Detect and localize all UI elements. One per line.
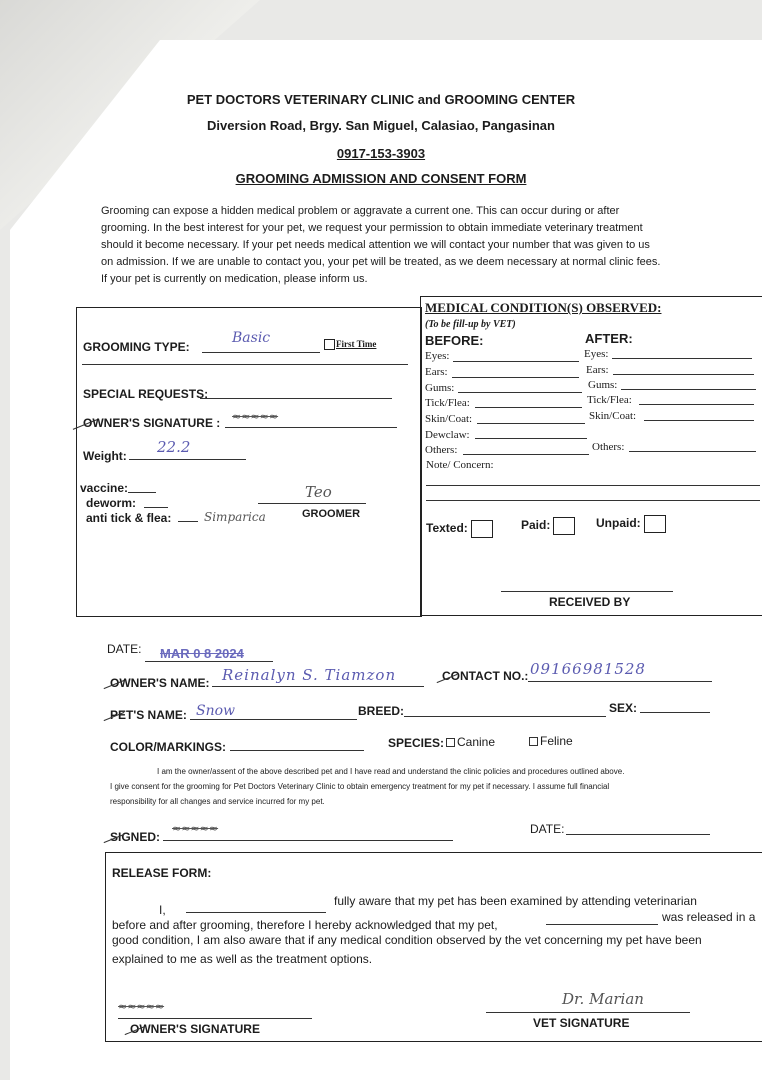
paid-checkbox[interactable] [553,517,575,535]
consent-line-2: I give consent for the grooming for Pet Doctors Veterinary Clinic to obtain emergency treatment for my pet if necessary. I assume full financial [110,782,610,791]
release-owner-signature-line[interactable] [118,1018,312,1019]
dewclaw-line[interactable] [475,438,587,439]
release-line-3: good condition, I am also aware that if any medical condition observed by the vet concerning my pet have been [112,933,702,947]
vet-signature-value: Dr. Marian [562,990,644,1008]
consent-date-line[interactable] [566,834,710,835]
special-requests-line[interactable] [200,398,392,399]
medical-subtitle: (To be fill-up by VET) [425,319,516,330]
clinic-address: Diversion Road, Brgy. San Miguel, Calasiao, Pangasinan [207,118,555,133]
owner-name-value: Reinalyn S. Tiamzon [222,666,397,684]
breed-line[interactable] [404,716,606,717]
received-by-label: RECEIVED BY [549,595,631,609]
unpaid-label [596,515,666,533]
after-skin-label: Skin/Coat: [589,410,637,422]
received-by-line[interactable] [501,591,673,592]
release-i: I, [159,903,166,917]
before-tick-line[interactable] [475,407,582,408]
owner-signature-scribble: ≈≈≈≈≈ [232,410,279,423]
date-label: DATE: [107,642,142,656]
texted-text: Texted: [426,521,468,536]
after-label: AFTER: [585,331,633,346]
consent-date-label: DATE: [530,822,565,836]
before-skin-line[interactable] [477,423,585,424]
intro-line: on admission. If we are unable to contact you, your pet will be treated, as we deem necessary at normal clinic fees. [101,256,661,268]
signed-scribble: ≈≈≈≈≈ [172,822,219,835]
vet-signature-line[interactable] [486,1012,690,1013]
groomer-label: GROOMER [302,508,361,520]
intro-line: If your pet is currently on medication, please inform us. [101,273,368,285]
pet-name-label: PET'S NAME: [110,708,187,722]
vaccine-label: vaccine: [80,481,129,495]
owner-signature-line[interactable] [225,427,397,428]
date-stamp: MAR 0 8 2024 [160,646,244,661]
release-line-2-tail: was released in a [662,910,756,924]
after-others-label: Others: [592,441,625,453]
grooming-type-value: Basic [232,330,271,346]
weight-label: Weight: [83,449,127,463]
canine-checkbox[interactable] [446,738,455,747]
pet-name-value: Snow [196,703,236,719]
groomer-value: Teo [305,483,332,501]
medical-title: MEDICAL CONDITION(S) OBSERVED: [425,300,662,315]
release-box [105,852,762,1042]
note-label: Note/ Concern: [426,459,494,471]
after-skin-line[interactable] [644,420,754,421]
before-others-line[interactable] [463,454,589,455]
intro-line: Grooming can expose a hidden medical problem or aggravate a current one. This can occur during or after [101,205,620,217]
date-line[interactable] [145,661,273,662]
after-gums-line[interactable] [621,389,756,390]
release-owner-scribble: ≈≈≈≈≈ [118,1000,165,1013]
after-eyes-label: Eyes: [584,348,609,360]
after-ears-line[interactable] [613,374,754,375]
release-line-2: before and after grooming, therefore I hereby acknowledged that my pet, [112,918,498,932]
grooming-type-line[interactable] [202,352,320,353]
contact-label: CONTACT NO.: [442,669,529,683]
species-label: SPECIES: [388,736,445,750]
contact-value: 09166981528 [530,660,646,678]
before-skin-label: Skin/Coat: [425,413,473,425]
grooming-type-extra-line [82,364,408,365]
anti-tick-line[interactable] [178,521,198,522]
anti-tick-value: Simparica [204,510,266,524]
special-requests-label: SPECIAL REQUESTS: [83,387,209,401]
signed-label: SIGNED: [110,830,161,844]
sex-label: SEX: [609,701,638,715]
owner-name-line[interactable] [212,686,424,687]
vet-signature-label: VET SIGNATURE [533,1016,630,1030]
feline-label: Feline [540,734,573,748]
release-owner-signature-label: OWNER'S SIGNATURE [130,1022,260,1036]
before-ears-line[interactable] [452,377,579,378]
owner-name-label: OWNER'S NAME: [110,676,210,690]
clinic-phone: 0917-153-3903 [336,146,426,161]
release-pet-line[interactable] [546,924,658,925]
contact-line[interactable] [528,681,712,682]
intro-line: grooming. In the best interest for your pet, we request your permission to obtain immediate veterinary treatment [101,222,643,234]
after-eyes-line[interactable] [612,358,752,359]
before-tick-label: Tick/Flea: [425,397,470,409]
grooming-type-label: GROOMING TYPE: [83,340,190,354]
signed-line[interactable] [163,840,453,841]
release-name-line[interactable] [186,912,326,913]
release-title: RELEASE FORM: [112,866,212,880]
form-title: GROOMING ADMISSION AND CONSENT FORM [235,171,527,186]
release-line-1: fully aware that my pet has been examined by attending veterinarian [334,894,697,908]
deworm-label: deworm: [86,496,137,510]
before-gums-line[interactable] [458,392,582,393]
first-time-checkbox[interactable] [324,339,335,350]
texted-checkbox[interactable] [471,520,493,538]
feline-checkbox[interactable] [529,737,538,746]
dewclaw-label: Dewclaw: [425,429,470,441]
before-eyes-line[interactable] [453,361,579,362]
groomer-line[interactable] [258,503,366,504]
consent-line-3: responsibility for all changes and service incurred for my pet. [110,797,325,806]
intro-line: should it become necessary. If your pet needs medical attention we will contact your number that was given to us [101,239,650,251]
breed-label: BREED: [358,704,405,718]
unpaid-text: Unpaid: [596,516,641,531]
release-line-4: explained to me as well as the treatment options. [112,952,373,966]
after-gums-label: Gums: [588,379,618,391]
note-line-1[interactable] [426,485,760,486]
before-eyes-label: Eyes: [425,350,450,362]
sex-line[interactable] [640,712,710,713]
before-gums-label: Gums: [425,382,455,394]
color-markings-label: COLOR/MARKINGS: [110,740,226,754]
paid-text: Paid: [521,518,551,533]
before-others-label: Others: [425,444,458,456]
unpaid-checkbox[interactable] [644,515,666,533]
vaccine-line[interactable] [128,492,156,493]
weight-value: 22.2 [157,438,191,456]
canine-label: Canine [457,735,496,749]
after-ears-label: Ears: [586,364,609,376]
anti-tick-label: anti tick & flea: [86,511,172,525]
consent-line-1: I am the owner/assent of the above described pet and I have read and understand the clinic policies and procedures outlined above. [157,767,625,776]
color-markings-line[interactable] [230,750,364,751]
before-label: BEFORE: [425,333,484,348]
note-line-2[interactable] [426,500,760,501]
deworm-line[interactable] [144,507,168,508]
paid-label [521,517,575,535]
after-others-line[interactable] [629,451,756,452]
texted-label [426,520,493,538]
before-ears-label: Ears: [425,366,448,378]
weight-line[interactable] [129,459,246,460]
owner-signature-label: OWNER'S SIGNATURE : [83,416,221,430]
after-tick-label: Tick/Flea: [587,394,632,406]
pet-name-line[interactable] [190,719,357,720]
intro-paragraph [101,203,707,288]
clinic-name: PET DOCTORS VETERINARY CLINIC and GROOMING CENTER [186,92,576,107]
after-tick-line[interactable] [639,404,754,405]
first-time-label: First Time [336,339,377,349]
